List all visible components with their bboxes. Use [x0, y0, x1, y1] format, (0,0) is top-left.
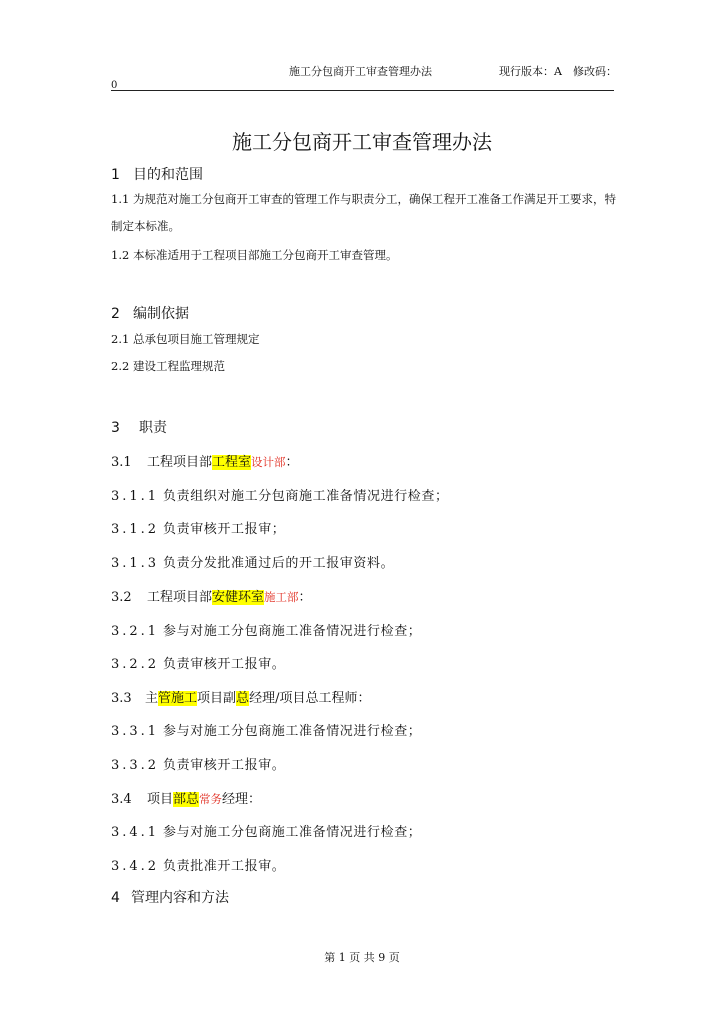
section-number: 2: [111, 306, 120, 322]
header-rule: [111, 90, 614, 91]
subsection-text-end: 经理：: [222, 792, 262, 807]
running-header-version: 现行版本：A 修改码：: [499, 65, 617, 78]
highlighted-text: 安健环室: [212, 590, 265, 605]
header-zero: 0: [111, 80, 118, 91]
subsection-3-4: [111, 788, 261, 807]
paragraph-2-2: 2.2 建设工程监理规范: [111, 359, 225, 373]
paragraph-1-1: 1.1 为规范对施工分包商开工审查的管理工作与职责分工，确保工程开工准备工作满足开工要求，特制定本标准。: [111, 192, 616, 233]
item-text: 负责组织对施工分包商施工准备情况进行检查；: [163, 489, 449, 504]
item-number: 3.1.1: [111, 489, 160, 504]
highlighted-text: 部总: [173, 792, 200, 807]
paragraph-1-2: 1.2 本标准适用于工程项目部施工分包商开工审查管理。: [111, 248, 398, 262]
list-item-3-1-3: [111, 552, 394, 571]
item-number: 3.4.2: [111, 859, 160, 874]
revision-text: 设计部: [251, 455, 286, 469]
subsection-number: 3.4: [111, 792, 132, 807]
list-item-3-3-2: [111, 754, 285, 773]
section-3-heading: [111, 417, 167, 437]
item-text: 负责审核开工报审。: [163, 657, 286, 672]
paragraph-2-1: 2.1 总承包项目施工管理规定: [111, 332, 260, 346]
list-item-3-3-1: [111, 720, 421, 739]
item-number: 3.1.3: [111, 556, 160, 571]
section-2-heading: [111, 303, 189, 323]
list-item-3-4-2: [111, 855, 285, 874]
subsection-text: 工程项目部: [147, 455, 213, 470]
subsection-text: 项目: [147, 792, 174, 807]
subsection-number: 3.1: [111, 455, 132, 470]
item-text: 负责分发批准通过后的开工报审资料。: [163, 556, 395, 571]
section-title: 管理内容和方法: [131, 890, 229, 906]
list-item-3-1-1: [111, 485, 449, 504]
revision-text: 施工部: [264, 590, 299, 604]
section-number: 1: [111, 167, 120, 183]
item-number: 3.3.2: [111, 758, 160, 773]
subsection-3-3: [111, 687, 370, 706]
list-item-3-1-2: [111, 518, 285, 537]
subsection-3-1: [111, 451, 299, 470]
running-header-title: 施工分包商开工审查管理办法: [289, 65, 432, 78]
subsection-text: 主: [145, 691, 159, 706]
list-item-3-2-1: [111, 620, 421, 639]
item-text: 负责审核开工报审。: [163, 758, 286, 773]
subsection-number: 3.2: [111, 590, 132, 605]
section-title: 编制依据: [133, 306, 189, 322]
revision-text: 常务: [199, 792, 223, 806]
subsection-text: 项目副: [197, 691, 237, 706]
subsection-text: 工程项目部: [147, 590, 213, 605]
item-number: 3.3.1: [111, 724, 160, 739]
item-number: 3.2.2: [111, 657, 160, 672]
section-number: 3: [111, 420, 120, 436]
highlighted-text: 管施工: [158, 691, 198, 706]
item-text: 负责批准开工报审。: [163, 859, 286, 874]
section-number: 4: [111, 890, 120, 906]
item-number: 3.4.1: [111, 825, 160, 840]
item-number: 3.1.2: [111, 522, 160, 537]
highlighted-text: 总: [236, 691, 250, 706]
item-text: 参与对施工分包商施工准备情况进行检查；: [163, 724, 422, 739]
document-title: 施工分包商开工审查管理办法: [232, 130, 492, 154]
section-1-heading: [111, 164, 203, 184]
item-text: 参与对施工分包商施工准备情况进行检查；: [163, 825, 422, 840]
list-item-3-2-2: [111, 653, 285, 672]
item-number: 3.2.1: [111, 624, 160, 639]
highlighted-text: 工程室: [212, 455, 252, 470]
page-number-footer: 第 1 页 共 9 页: [324, 951, 400, 964]
subsection-text-end: ：: [285, 455, 299, 470]
subsection-text-end: 经理/项目总工程师：: [249, 691, 371, 706]
list-item-3-4-1: [111, 821, 421, 840]
subsection-text-end: ：: [298, 590, 312, 605]
section-title: 目的和范围: [133, 167, 203, 183]
section-title: 职责: [139, 420, 167, 436]
section-4-heading: [111, 887, 229, 907]
subsection-number: 3.3: [111, 691, 132, 706]
item-text: 参与对施工分包商施工准备情况进行检查；: [163, 624, 422, 639]
item-text: 负责审核开工报审；: [163, 522, 286, 537]
subsection-3-2: [111, 586, 312, 605]
